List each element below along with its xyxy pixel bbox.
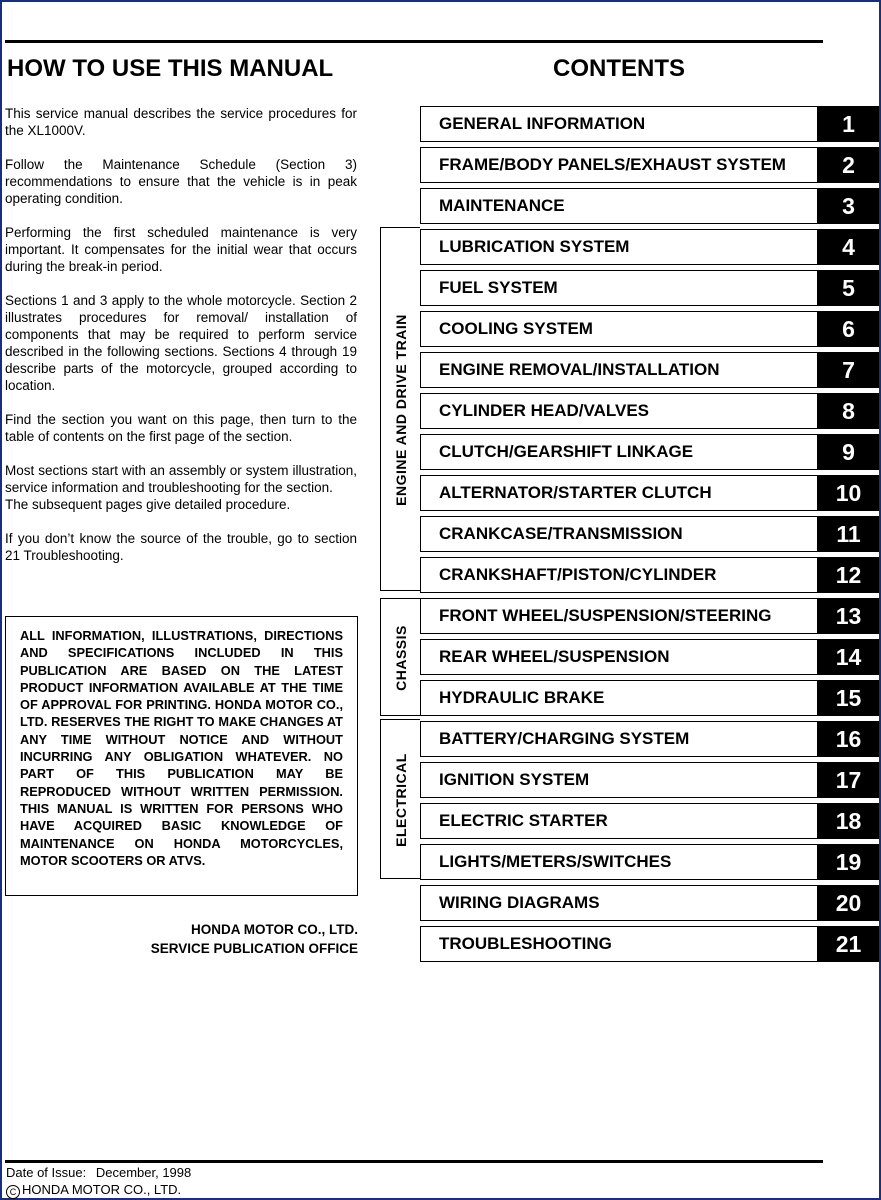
toc-item-2[interactable] bbox=[420, 147, 879, 183]
group-electrical-label: ELECTRICAL bbox=[393, 753, 410, 847]
toc-number[interactable]: 20 bbox=[818, 885, 879, 921]
toc-number[interactable]: 4 bbox=[818, 229, 879, 265]
toc-number[interactable]: 3 bbox=[818, 188, 879, 224]
toc-number[interactable]: 5 bbox=[818, 270, 879, 306]
toc-number[interactable]: 21 bbox=[818, 926, 879, 962]
paragraph-maintenance: Follow the Maintenance Schedule (Section 3) recommendations to ensure that the vehicle is in peak operating condition. bbox=[5, 157, 357, 206]
toc-number[interactable]: 9 bbox=[818, 434, 879, 470]
toc-label[interactable]: FRAME/BODY PANELS/EXHAUST SYSTEM bbox=[420, 147, 818, 183]
paragraph-intro: This service manual describes the service procedures for the XL1000V. bbox=[5, 106, 357, 138]
toc-label[interactable]: BATTERY/CHARGING SYSTEM bbox=[420, 721, 818, 757]
toc-label[interactable]: CRANKCASE/TRANSMISSION bbox=[420, 516, 818, 552]
toc-item-12[interactable] bbox=[420, 557, 879, 593]
toc-label[interactable]: LUBRICATION SYSTEM bbox=[420, 229, 818, 265]
toc-item-17[interactable] bbox=[420, 762, 879, 798]
toc-label[interactable]: IGNITION SYSTEM bbox=[420, 762, 818, 798]
toc-item-11[interactable] bbox=[420, 516, 879, 552]
toc-number[interactable]: 19 bbox=[818, 844, 879, 880]
toc-item-4[interactable] bbox=[420, 229, 879, 265]
copyright-line bbox=[6, 1181, 191, 1199]
toc-label[interactable]: FUEL SYSTEM bbox=[420, 270, 818, 306]
paragraph-section-structure: Most sections start with an assembly or system illustration, service information and troubleshooting for the section. bbox=[5, 463, 357, 495]
toc-label[interactable]: HYDRAULIC BRAKE bbox=[420, 680, 818, 716]
toc-label[interactable]: TROUBLESHOOTING bbox=[420, 926, 818, 962]
toc-number[interactable]: 8 bbox=[818, 393, 879, 429]
toc-item-19[interactable] bbox=[420, 844, 879, 880]
toc-label[interactable]: ELECTRIC STARTER bbox=[420, 803, 818, 839]
toc-number[interactable]: 14 bbox=[818, 639, 879, 675]
bottom-rule bbox=[5, 1160, 823, 1163]
paragraph-first-maintenance: Performing the first scheduled maintenance is very important. It compensates for the initial wear that occurs during the break-in period. bbox=[5, 225, 357, 274]
paragraph-find-section: Find the section you want on this page, then turn to the table of contents on the first page of the section. bbox=[5, 412, 357, 444]
issue-date-label: Date of Issue: bbox=[6, 1165, 87, 1180]
toc-number[interactable]: 13 bbox=[818, 598, 879, 634]
toc-item-7[interactable] bbox=[420, 352, 879, 388]
toc-number[interactable]: 12 bbox=[818, 557, 879, 593]
copyright-icon: C bbox=[6, 1185, 20, 1199]
toc-number[interactable]: 16 bbox=[818, 721, 879, 757]
toc-label[interactable]: ENGINE REMOVAL/INSTALLATION bbox=[420, 352, 818, 388]
toc-label[interactable]: ALTERNATOR/STARTER CLUTCH bbox=[420, 475, 818, 511]
issue-date-value: December, 1998 bbox=[95, 1165, 192, 1180]
toc-item-5[interactable] bbox=[420, 270, 879, 306]
top-rule bbox=[5, 40, 823, 43]
paragraph-sections: Sections 1 and 3 apply to the whole motorcycle. Section 2 illustrates procedures for removal/ installation of components that may be required to perform service described in the following sections. Sections 4 through 19 describe parts of the motorcycle, grouped according to location. bbox=[5, 293, 357, 393]
group-chassis-label: CHASSIS bbox=[393, 625, 410, 691]
toc-number[interactable]: 17 bbox=[818, 762, 879, 798]
issue-date-line bbox=[6, 1164, 191, 1181]
toc-number[interactable]: 11 bbox=[818, 516, 879, 552]
publisher-block bbox=[120, 920, 358, 958]
toc-number[interactable]: 7 bbox=[818, 352, 879, 388]
toc-label[interactable]: LIGHTS/METERS/SWITCHES bbox=[420, 844, 818, 880]
toc-label[interactable]: CYLINDER HEAD/VALVES bbox=[420, 393, 818, 429]
toc-item-18[interactable] bbox=[420, 803, 879, 839]
toc-item-21[interactable] bbox=[420, 926, 879, 962]
contents-title: CONTENTS bbox=[553, 55, 685, 82]
toc-label[interactable]: CRANKSHAFT/PISTON/CYLINDER bbox=[420, 557, 818, 593]
how-to-use-title: HOW TO USE THIS MANUAL bbox=[7, 55, 334, 82]
toc-label[interactable]: WIRING DIAGRAMS bbox=[420, 885, 818, 921]
toc-label[interactable]: GENERAL INFORMATION bbox=[420, 106, 818, 142]
toc-item-10[interactable] bbox=[420, 475, 879, 511]
publisher-office: SERVICE PUBLICATION OFFICE bbox=[150, 941, 358, 956]
paragraph-troubleshooting: If you don’t know the source of the trouble, go to section 21 Troubleshooting. bbox=[5, 531, 357, 563]
toc-number[interactable]: 10 bbox=[818, 475, 879, 511]
toc-item-1[interactable] bbox=[420, 106, 879, 142]
legal-notice-text: ALL INFORMATION, ILLUSTRATIONS, DIRECTIONS AND SPECIFICATIONS INCLUDED IN THIS PUBLICATION ARE BASED ON THE LATEST PRODUCT INFORMATION AVAILABLE AT THE TIME OF APPROVAL FOR PRINTING. HONDA MOTOR CO., LTD. RESERVES THE RIGHT TO MAKE CHANGES AT ANY TIME WITHOUT NOTICE AND WITHOUT INCURRING ANY OBLIGATION WHATEVER. NO PART OF THIS PUBLICATION MAY BE REPRODUCED WITHOUT WRITTEN PERMISSION. THIS MANUAL IS WRITTEN FOR PERSONS WHO HAVE ACQUIRED BASIC KNOWLEDGE OF MAINTENANCE ON HONDA MOTORCYCLES, MOTOR SCOOTERS OR ATVS. bbox=[20, 628, 343, 868]
toc-item-16[interactable] bbox=[420, 721, 879, 757]
toc-label[interactable]: REAR WHEEL/SUSPENSION bbox=[420, 639, 818, 675]
toc-label[interactable]: FRONT WHEEL/SUSPENSION/STEERING bbox=[420, 598, 818, 634]
toc-item-13[interactable] bbox=[420, 598, 879, 634]
instructions-column bbox=[5, 105, 357, 581]
toc-item-8[interactable] bbox=[420, 393, 879, 429]
paragraph-subsequent: The subsequent pages give detailed procedure. bbox=[5, 497, 291, 512]
toc-number[interactable]: 1 bbox=[818, 106, 879, 142]
toc-number[interactable]: 2 bbox=[818, 147, 879, 183]
group-engine-label: ENGINE AND DRIVE TRAIN bbox=[393, 314, 409, 506]
toc-label[interactable]: MAINTENANCE bbox=[420, 188, 818, 224]
toc-number[interactable]: 6 bbox=[818, 311, 879, 347]
toc-item-15[interactable] bbox=[420, 680, 879, 716]
group-chassis-bracket bbox=[380, 598, 420, 716]
legal-notice-box bbox=[5, 616, 358, 896]
toc-item-20[interactable] bbox=[420, 885, 879, 921]
toc-item-14[interactable] bbox=[420, 639, 879, 675]
publisher-name: HONDA MOTOR CO., LTD. bbox=[191, 922, 358, 937]
toc-label[interactable]: COOLING SYSTEM bbox=[420, 311, 818, 347]
toc-number[interactable]: 15 bbox=[818, 680, 879, 716]
toc-item-6[interactable] bbox=[420, 311, 879, 347]
toc-number[interactable]: 18 bbox=[818, 803, 879, 839]
footer bbox=[6, 1164, 191, 1199]
group-engine-bracket bbox=[380, 227, 420, 591]
toc-item-9[interactable] bbox=[420, 434, 879, 470]
toc-item-3[interactable] bbox=[420, 188, 879, 224]
toc-label[interactable]: CLUTCH/GEARSHIFT LINKAGE bbox=[420, 434, 818, 470]
group-electrical-bracket bbox=[380, 719, 420, 879]
copyright-owner: HONDA MOTOR CO., LTD. bbox=[22, 1182, 182, 1197]
